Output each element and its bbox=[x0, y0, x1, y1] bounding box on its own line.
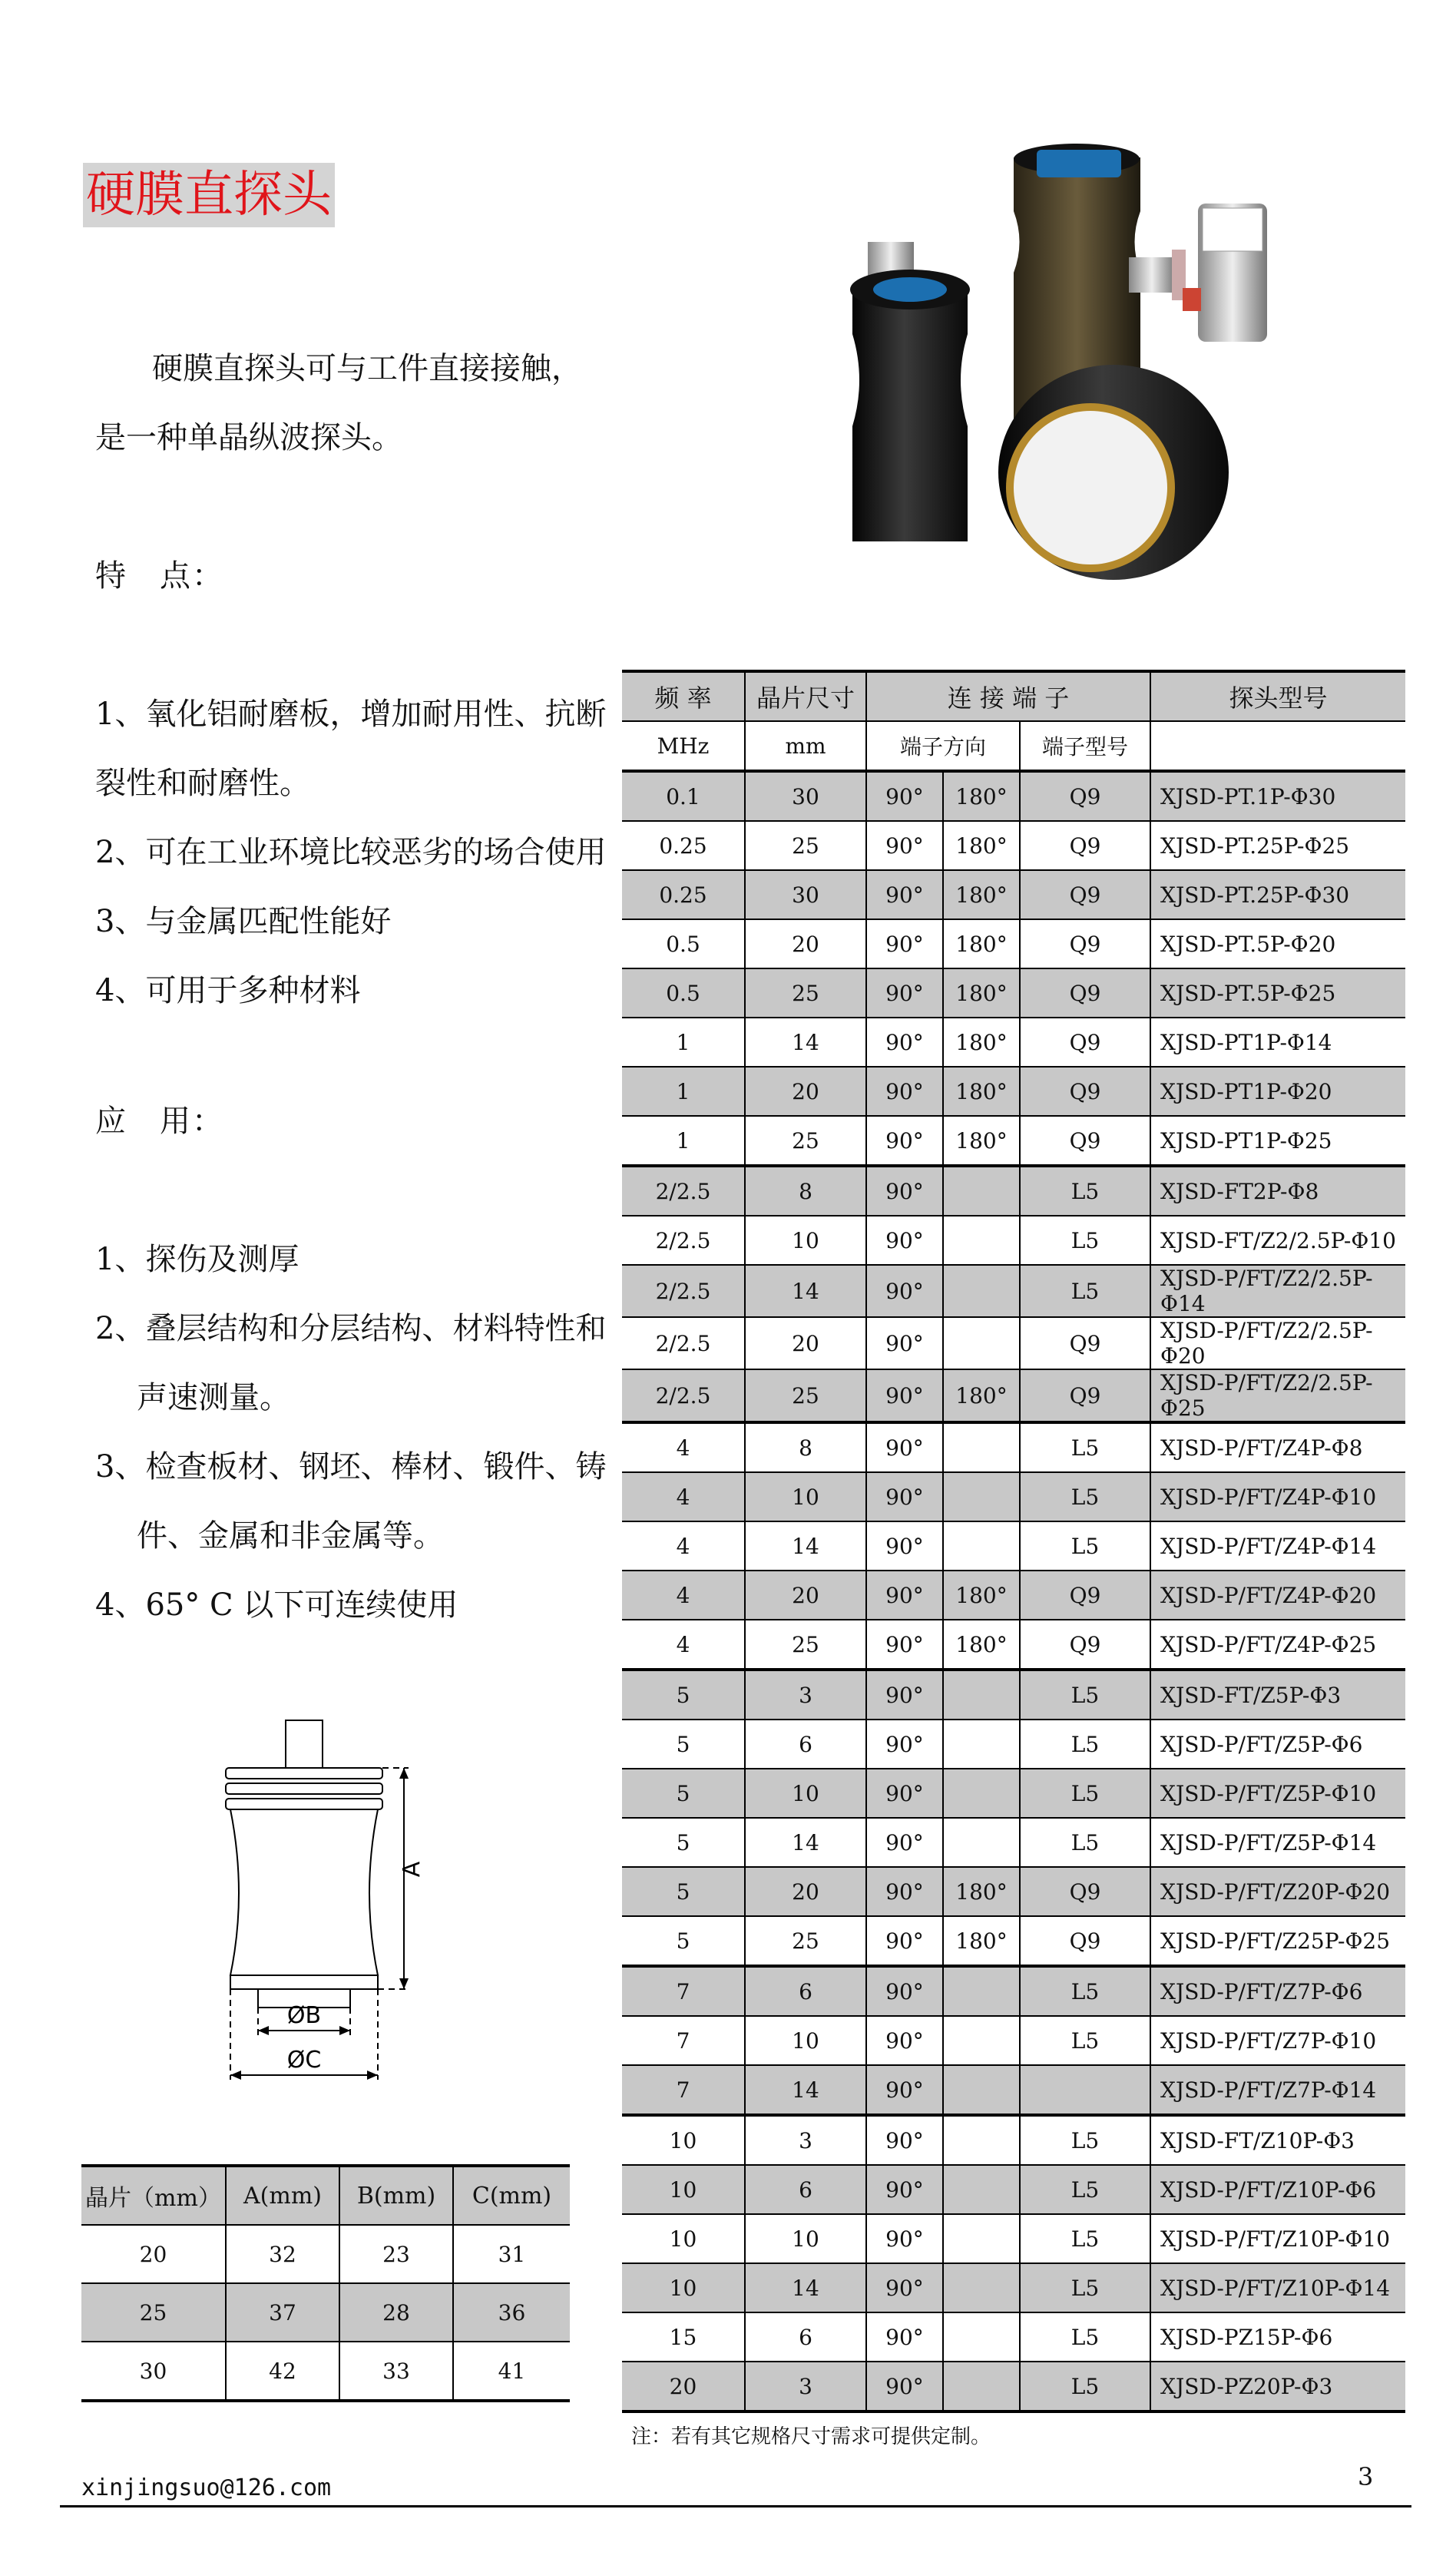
spec-cell-direction-90: 90° bbox=[866, 1472, 943, 1521]
spec-cell-direction-90: 90° bbox=[866, 1521, 943, 1571]
application-item: 3、检查板材、钢坯、棒材、锻件、铸 bbox=[95, 1449, 607, 1485]
header-crystal-size: 晶片尺寸 bbox=[745, 671, 866, 721]
table-row bbox=[622, 1067, 1405, 1116]
spec-cell-crystal-size: 14 bbox=[745, 1018, 866, 1067]
spec-cell-direction-90: 90° bbox=[866, 1620, 943, 1670]
spec-cell-direction-180 bbox=[943, 1265, 1020, 1317]
table-row bbox=[622, 1018, 1405, 1067]
spec-cell-crystal-size: 25 bbox=[745, 1620, 866, 1670]
unit-frequency: MHz bbox=[622, 721, 745, 771]
table-row bbox=[81, 2283, 570, 2342]
feature-item: 3、与金属匹配性能好 bbox=[95, 904, 392, 939]
table-row bbox=[622, 2312, 1405, 2362]
spec-cell-crystal-size: 14 bbox=[745, 1265, 866, 1317]
spec-cell-crystal-size: 14 bbox=[745, 1818, 866, 1867]
spec-cell-connector-type: L5 bbox=[1020, 1670, 1150, 1720]
spec-cell-direction-180 bbox=[943, 2115, 1020, 2165]
spec-cell-direction-180 bbox=[943, 1472, 1020, 1521]
spec-cell-direction-90: 90° bbox=[866, 2362, 943, 2411]
spec-cell-model: XJSD-FT/Z5P-Φ3 bbox=[1150, 1670, 1405, 1720]
table-row bbox=[622, 1769, 1405, 1818]
spec-cell-direction-90: 90° bbox=[866, 2065, 943, 2115]
spec-cell-model: XJSD-FT/Z2/2.5P-Φ10 bbox=[1150, 1216, 1405, 1265]
table-row bbox=[622, 771, 1405, 821]
spec-cell-model: XJSD-PT1P-Φ14 bbox=[1150, 1018, 1405, 1067]
spec-cell-connector-type: Q9 bbox=[1020, 1571, 1150, 1620]
spec-cell-crystal-size: 30 bbox=[745, 771, 866, 821]
spec-cell-frequency: 20 bbox=[622, 2362, 745, 2411]
spec-cell-direction-90: 90° bbox=[866, 2165, 943, 2214]
spec-cell-direction-90: 90° bbox=[866, 1422, 943, 1472]
table-row bbox=[622, 1116, 1405, 1166]
dims-header-crystal: 晶片（mm） bbox=[81, 2166, 226, 2225]
spec-cell-crystal-size: 14 bbox=[745, 2263, 866, 2312]
spec-cell-frequency: 4 bbox=[622, 1571, 745, 1620]
spec-cell-frequency: 7 bbox=[622, 1966, 745, 2016]
spec-cell-model: XJSD-PT.25P-Φ25 bbox=[1150, 821, 1405, 870]
applications-heading: 应 用： bbox=[95, 1104, 224, 1139]
feature-item: 裂性和耐磨性。 bbox=[95, 766, 310, 801]
spec-table-header-row bbox=[622, 671, 1405, 721]
dims-cell: 23 bbox=[339, 2225, 453, 2283]
spec-cell-direction-180: 180° bbox=[943, 821, 1020, 870]
spec-cell-model: XJSD-P/FT/Z4P-Φ8 bbox=[1150, 1422, 1405, 1472]
spec-cell-model: XJSD-P/FT/Z2/2.5P-Φ14 bbox=[1150, 1265, 1405, 1317]
spec-cell-frequency: 2/2.5 bbox=[622, 1216, 745, 1265]
spec-cell-connector-type: L5 bbox=[1020, 2214, 1150, 2263]
spec-cell-direction-90: 90° bbox=[866, 2263, 943, 2312]
table-row bbox=[622, 1620, 1405, 1670]
spec-cell-direction-180 bbox=[943, 1966, 1020, 2016]
spec-cell-connector-type: L5 bbox=[1020, 1521, 1150, 1571]
spec-cell-direction-180 bbox=[943, 1521, 1020, 1571]
spec-cell-crystal-size: 10 bbox=[745, 1769, 866, 1818]
spec-cell-crystal-size: 20 bbox=[745, 1317, 866, 1369]
spec-cell-direction-90: 90° bbox=[866, 1265, 943, 1317]
spec-cell-frequency: 1 bbox=[622, 1067, 745, 1116]
dims-cell: 25 bbox=[81, 2283, 226, 2342]
spec-cell-direction-90: 90° bbox=[866, 2214, 943, 2263]
spec-cell-direction-180 bbox=[943, 2016, 1020, 2065]
spec-cell-direction-180: 180° bbox=[943, 1369, 1020, 1422]
table-row bbox=[622, 1265, 1405, 1317]
table-row bbox=[622, 1916, 1405, 1966]
table-row bbox=[622, 1571, 1405, 1620]
table-row bbox=[622, 821, 1405, 870]
spec-cell-crystal-size: 14 bbox=[745, 2065, 866, 2115]
spec-cell-direction-90: 90° bbox=[866, 771, 943, 821]
spec-cell-direction-180: 180° bbox=[943, 1867, 1020, 1916]
dims-cell: 31 bbox=[453, 2225, 570, 2283]
spec-cell-direction-180 bbox=[943, 2165, 1020, 2214]
spec-cell-crystal-size: 25 bbox=[745, 1369, 866, 1422]
spec-cell-connector-type: Q9 bbox=[1020, 1369, 1150, 1422]
spec-cell-direction-180: 180° bbox=[943, 1116, 1020, 1166]
subheader-model-empty bbox=[1150, 721, 1405, 771]
spec-cell-direction-180: 180° bbox=[943, 968, 1020, 1018]
spec-cell-model: XJSD-PT1P-Φ25 bbox=[1150, 1116, 1405, 1166]
table-row bbox=[622, 2165, 1405, 2214]
table-row bbox=[622, 2263, 1405, 2312]
spec-cell-frequency: 7 bbox=[622, 2065, 745, 2115]
spec-cell-connector-type: Q9 bbox=[1020, 1317, 1150, 1369]
spec-cell-frequency: 0.25 bbox=[622, 821, 745, 870]
dims-cell: 20 bbox=[81, 2225, 226, 2283]
spec-cell-model: XJSD-P/FT/Z25P-Φ25 bbox=[1150, 1916, 1405, 1966]
spec-cell-crystal-size: 10 bbox=[745, 1216, 866, 1265]
dims-cell: 41 bbox=[453, 2342, 570, 2401]
spec-cell-direction-90: 90° bbox=[866, 1670, 943, 1720]
spec-cell-frequency: 7 bbox=[622, 2016, 745, 2065]
spec-cell-crystal-size: 25 bbox=[745, 1116, 866, 1166]
spec-cell-direction-90: 90° bbox=[866, 1867, 943, 1916]
dimensions-header-row bbox=[81, 2166, 570, 2225]
spec-cell-connector-type: L5 bbox=[1020, 1422, 1150, 1472]
spec-cell-model: XJSD-P/FT/Z2/2.5P-Φ20 bbox=[1150, 1317, 1405, 1369]
spec-cell-frequency: 4 bbox=[622, 1422, 745, 1472]
spec-cell-model: XJSD-P/FT/Z4P-Φ14 bbox=[1150, 1521, 1405, 1571]
table-row bbox=[622, 1521, 1405, 1571]
table-row bbox=[622, 1670, 1405, 1720]
spec-cell-crystal-size: 14 bbox=[745, 1521, 866, 1571]
spec-cell-model: XJSD-P/FT/Z5P-Φ6 bbox=[1150, 1720, 1405, 1769]
spec-cell-model: XJSD-P/FT/Z10P-Φ6 bbox=[1150, 2165, 1405, 2214]
spec-cell-connector-type: Q9 bbox=[1020, 1067, 1150, 1116]
dimension-label-c: ØC bbox=[286, 2047, 322, 2074]
spec-cell-frequency: 4 bbox=[622, 1472, 745, 1521]
page-title: 硬膜直探头 bbox=[83, 163, 335, 227]
spec-cell-direction-90: 90° bbox=[866, 1369, 943, 1422]
dims-cell: 28 bbox=[339, 2283, 453, 2342]
dims-cell: 36 bbox=[453, 2283, 570, 2342]
subheader-direction: 端子方向 bbox=[866, 721, 1020, 771]
footer-divider bbox=[60, 2505, 1411, 2507]
spec-cell-direction-180 bbox=[943, 2214, 1020, 2263]
spec-cell-frequency: 15 bbox=[622, 2312, 745, 2362]
table-row bbox=[622, 1867, 1405, 1916]
spec-cell-connector-type: L5 bbox=[1020, 2115, 1150, 2165]
spec-cell-frequency: 0.5 bbox=[622, 968, 745, 1018]
spec-cell-direction-90: 90° bbox=[866, 968, 943, 1018]
dimensions-table bbox=[81, 2164, 570, 2402]
spec-cell-direction-180 bbox=[943, 1216, 1020, 1265]
spec-cell-connector-type: L5 bbox=[1020, 1216, 1150, 1265]
spec-cell-crystal-size: 6 bbox=[745, 2165, 866, 2214]
spec-cell-crystal-size: 8 bbox=[745, 1422, 866, 1472]
table-row bbox=[622, 1166, 1405, 1216]
header-connector: 连 接 端 子 bbox=[866, 671, 1150, 721]
spec-cell-model: XJSD-P/FT/Z4P-Φ20 bbox=[1150, 1571, 1405, 1620]
spec-cell-model: XJSD-FT/Z10P-Φ3 bbox=[1150, 2115, 1405, 2165]
spec-cell-model: XJSD-PT.25P-Φ30 bbox=[1150, 870, 1405, 919]
spec-cell-frequency: 5 bbox=[622, 1769, 745, 1818]
spec-cell-frequency: 10 bbox=[622, 2214, 745, 2263]
spec-cell-model: XJSD-P/FT/Z5P-Φ14 bbox=[1150, 1818, 1405, 1867]
spec-cell-frequency: 5 bbox=[622, 1720, 745, 1769]
spec-cell-connector-type: Q9 bbox=[1020, 968, 1150, 1018]
page-number: 3 bbox=[1358, 2462, 1374, 2491]
table-row bbox=[622, 1422, 1405, 1472]
spec-cell-connector-type: L5 bbox=[1020, 2016, 1150, 2065]
spec-cell-direction-90: 90° bbox=[866, 1818, 943, 1867]
application-item: 1、探伤及测厚 bbox=[95, 1242, 299, 1277]
spec-cell-crystal-size: 10 bbox=[745, 2016, 866, 2065]
dims-cell: 37 bbox=[226, 2283, 339, 2342]
spec-cell-model: XJSD-PT1P-Φ20 bbox=[1150, 1067, 1405, 1116]
spec-cell-model: XJSD-P/FT/Z20P-Φ20 bbox=[1150, 1867, 1405, 1916]
header-model: 探头型号 bbox=[1150, 671, 1405, 721]
spec-cell-direction-180: 180° bbox=[943, 771, 1020, 821]
spec-table bbox=[622, 670, 1405, 2413]
table-row bbox=[622, 919, 1405, 968]
spec-cell-frequency: 0.1 bbox=[622, 771, 745, 821]
spec-cell-model: XJSD-PT.1P-Φ30 bbox=[1150, 771, 1405, 821]
table-row bbox=[622, 1966, 1405, 2016]
spec-cell-direction-90: 90° bbox=[866, 1317, 943, 1369]
table-row bbox=[81, 2225, 570, 2283]
table-row bbox=[622, 1818, 1405, 1867]
spec-cell-direction-90: 90° bbox=[866, 1966, 943, 2016]
spec-cell-direction-90: 90° bbox=[866, 2016, 943, 2065]
spec-cell-model: XJSD-P/FT/Z10P-Φ10 bbox=[1150, 2214, 1405, 2263]
spec-cell-connector-type bbox=[1020, 2065, 1150, 2115]
spec-cell-connector-type: Q9 bbox=[1020, 1018, 1150, 1067]
spec-cell-direction-180 bbox=[943, 1720, 1020, 1769]
spec-cell-frequency: 2/2.5 bbox=[622, 1317, 745, 1369]
spec-cell-model: XJSD-P/FT/Z7P-Φ14 bbox=[1150, 2065, 1405, 2115]
spec-cell-model: XJSD-P/FT/Z4P-Φ10 bbox=[1150, 1472, 1405, 1521]
spec-cell-frequency: 1 bbox=[622, 1116, 745, 1166]
probe-dimension-drawing bbox=[207, 1713, 468, 2112]
spec-cell-frequency: 5 bbox=[622, 1916, 745, 1966]
table-row bbox=[622, 1216, 1405, 1265]
spec-cell-direction-90: 90° bbox=[866, 1571, 943, 1620]
spec-cell-model: XJSD-PT.5P-Φ25 bbox=[1150, 968, 1405, 1018]
intro-line: 硬膜直探头可与工件直接接触， bbox=[152, 351, 582, 386]
spec-cell-direction-180 bbox=[943, 2312, 1020, 2362]
spec-cell-crystal-size: 20 bbox=[745, 1067, 866, 1116]
spec-cell-model: XJSD-P/FT/Z5P-Φ10 bbox=[1150, 1769, 1405, 1818]
spec-cell-direction-90: 90° bbox=[866, 1720, 943, 1769]
spec-cell-crystal-size: 6 bbox=[745, 1720, 866, 1769]
spec-cell-connector-type: Q9 bbox=[1020, 870, 1150, 919]
spec-cell-direction-180: 180° bbox=[943, 1620, 1020, 1670]
spec-cell-frequency: 2/2.5 bbox=[622, 1369, 745, 1422]
dims-cell: 42 bbox=[226, 2342, 339, 2401]
spec-cell-frequency: 10 bbox=[622, 2263, 745, 2312]
spec-cell-direction-90: 90° bbox=[866, 2312, 943, 2362]
spec-cell-crystal-size: 3 bbox=[745, 2115, 866, 2165]
table-row bbox=[81, 2342, 570, 2401]
table-row bbox=[622, 2214, 1405, 2263]
spec-cell-frequency: 5 bbox=[622, 1867, 745, 1916]
table-row bbox=[622, 2065, 1405, 2115]
spec-cell-model: XJSD-PT.5P-Φ20 bbox=[1150, 919, 1405, 968]
spec-cell-direction-180: 180° bbox=[943, 1018, 1020, 1067]
spec-cell-connector-type: L5 bbox=[1020, 2263, 1150, 2312]
spec-cell-direction-180: 180° bbox=[943, 1916, 1020, 1966]
spec-cell-connector-type: L5 bbox=[1020, 2312, 1150, 2362]
header-frequency: 频 率 bbox=[622, 671, 745, 721]
table-note: 注：若有其它规格尺寸需求可提供定制。 bbox=[631, 2425, 991, 2448]
table-row bbox=[622, 1369, 1405, 1422]
spec-cell-direction-90: 90° bbox=[866, 1769, 943, 1818]
spec-cell-direction-180 bbox=[943, 1769, 1020, 1818]
spec-cell-model: XJSD-P/FT/Z2/2.5P-Φ25 bbox=[1150, 1369, 1405, 1422]
spec-cell-crystal-size: 10 bbox=[745, 2214, 866, 2263]
spec-cell-direction-180: 180° bbox=[943, 870, 1020, 919]
table-row bbox=[622, 2362, 1405, 2411]
spec-cell-direction-180: 180° bbox=[943, 1067, 1020, 1116]
table-row bbox=[622, 1720, 1405, 1769]
subheader-connector-type: 端子型号 bbox=[1020, 721, 1150, 771]
spec-cell-crystal-size: 30 bbox=[745, 870, 866, 919]
spec-cell-connector-type: Q9 bbox=[1020, 771, 1150, 821]
spec-cell-frequency: 0.25 bbox=[622, 870, 745, 919]
spec-cell-crystal-size: 20 bbox=[745, 1571, 866, 1620]
spec-cell-model: XJSD-P/FT/Z7P-Φ10 bbox=[1150, 2016, 1405, 2065]
table-row bbox=[622, 968, 1405, 1018]
spec-cell-frequency: 1 bbox=[622, 1018, 745, 1067]
dims-header-c: C(mm) bbox=[453, 2166, 570, 2225]
spec-cell-connector-type: Q9 bbox=[1020, 1867, 1150, 1916]
spec-cell-crystal-size: 8 bbox=[745, 1166, 866, 1216]
spec-cell-direction-180 bbox=[943, 2065, 1020, 2115]
spec-cell-connector-type: L5 bbox=[1020, 1818, 1150, 1867]
dims-header-a: A(mm) bbox=[226, 2166, 339, 2225]
dims-header-b: B(mm) bbox=[339, 2166, 453, 2225]
spec-cell-model: XJSD-PZ15P-Φ6 bbox=[1150, 2312, 1405, 2362]
spec-cell-crystal-size: 20 bbox=[745, 1867, 866, 1916]
spec-cell-direction-90: 90° bbox=[866, 1216, 943, 1265]
table-row bbox=[622, 2016, 1405, 2065]
spec-cell-connector-type: L5 bbox=[1020, 2362, 1150, 2411]
feature-item: 4、可用于多种材料 bbox=[95, 973, 361, 1008]
spec-cell-connector-type: Q9 bbox=[1020, 919, 1150, 968]
table-row bbox=[622, 1317, 1405, 1369]
spec-cell-model: XJSD-PZ20P-Φ3 bbox=[1150, 2362, 1405, 2411]
application-item: 件、金属和非金属等。 bbox=[137, 1518, 444, 1554]
spec-cell-connector-type: L5 bbox=[1020, 1966, 1150, 2016]
spec-cell-connector-type: L5 bbox=[1020, 2165, 1150, 2214]
spec-cell-direction-180 bbox=[943, 1317, 1020, 1369]
spec-cell-direction-90: 90° bbox=[866, 2115, 943, 2165]
spec-cell-model: XJSD-P/FT/Z4P-Φ25 bbox=[1150, 1620, 1405, 1670]
spec-cell-crystal-size: 3 bbox=[745, 2362, 866, 2411]
spec-cell-model: XJSD-P/FT/Z7P-Φ6 bbox=[1150, 1966, 1405, 2016]
spec-cell-direction-180: 180° bbox=[943, 1571, 1020, 1620]
feature-item: 2、可在工业环境比较恶劣的场合使用 bbox=[95, 835, 607, 870]
spec-cell-frequency: 2/2.5 bbox=[622, 1265, 745, 1317]
spec-cell-connector-type: L5 bbox=[1020, 1265, 1150, 1317]
spec-cell-direction-90: 90° bbox=[866, 1916, 943, 1966]
spec-cell-crystal-size: 25 bbox=[745, 821, 866, 870]
spec-cell-frequency: 5 bbox=[622, 1818, 745, 1867]
spec-cell-frequency: 4 bbox=[622, 1620, 745, 1670]
spec-cell-crystal-size: 6 bbox=[745, 1966, 866, 2016]
spec-cell-direction-90: 90° bbox=[866, 1067, 943, 1116]
intro-line: 是一种单晶纵波探头。 bbox=[95, 420, 402, 455]
dims-cell: 33 bbox=[339, 2342, 453, 2401]
application-item: 2、叠层结构和分层结构、材料特性和 bbox=[95, 1311, 607, 1346]
spec-cell-direction-180 bbox=[943, 1166, 1020, 1216]
spec-cell-connector-type: Q9 bbox=[1020, 1116, 1150, 1166]
spec-cell-direction-90: 90° bbox=[866, 1166, 943, 1216]
spec-cell-crystal-size: 25 bbox=[745, 1916, 866, 1966]
dims-cell: 32 bbox=[226, 2225, 339, 2283]
spec-cell-direction-180: 180° bbox=[943, 919, 1020, 968]
spec-cell-connector-type: Q9 bbox=[1020, 821, 1150, 870]
spec-cell-direction-180 bbox=[943, 1818, 1020, 1867]
spec-cell-direction-90: 90° bbox=[866, 1018, 943, 1067]
footer-email: xinjingsuo@126.com bbox=[81, 2474, 332, 2501]
spec-cell-frequency: 0.5 bbox=[622, 919, 745, 968]
spec-cell-frequency: 10 bbox=[622, 2115, 745, 2165]
spec-cell-connector-type: Q9 bbox=[1020, 1620, 1150, 1670]
features-heading: 特 点： bbox=[95, 558, 224, 594]
product-photo bbox=[837, 142, 1282, 588]
spec-cell-crystal-size: 6 bbox=[745, 2312, 866, 2362]
spec-cell-connector-type: L5 bbox=[1020, 1166, 1150, 1216]
spec-table-subheader-row bbox=[622, 721, 1405, 771]
spec-cell-frequency: 2/2.5 bbox=[622, 1166, 745, 1216]
dimension-label-b: ØB bbox=[286, 2002, 322, 2029]
application-item: 声速测量。 bbox=[137, 1380, 290, 1415]
spec-cell-frequency: 10 bbox=[622, 2165, 745, 2214]
spec-cell-direction-180 bbox=[943, 2263, 1020, 2312]
spec-cell-connector-type: Q9 bbox=[1020, 1916, 1150, 1966]
spec-cell-crystal-size: 25 bbox=[745, 968, 866, 1018]
table-row bbox=[622, 2115, 1405, 2165]
spec-cell-direction-180 bbox=[943, 2362, 1020, 2411]
dimension-label-a: A bbox=[399, 1861, 425, 1878]
spec-cell-direction-90: 90° bbox=[866, 919, 943, 968]
table-row bbox=[622, 1472, 1405, 1521]
spec-cell-model: XJSD-P/FT/Z10P-Φ14 bbox=[1150, 2263, 1405, 2312]
spec-cell-direction-90: 90° bbox=[866, 870, 943, 919]
spec-cell-frequency: 5 bbox=[622, 1670, 745, 1720]
spec-cell-connector-type: L5 bbox=[1020, 1720, 1150, 1769]
feature-item: 1、氧化铝耐磨板，增加耐用性、抗断 bbox=[95, 697, 607, 732]
application-item: 4、65° C 以下可连续使用 bbox=[95, 1587, 458, 1623]
spec-cell-direction-180 bbox=[943, 1422, 1020, 1472]
spec-cell-crystal-size: 10 bbox=[745, 1472, 866, 1521]
spec-cell-direction-90: 90° bbox=[866, 821, 943, 870]
spec-cell-connector-type: L5 bbox=[1020, 1472, 1150, 1521]
unit-crystal: mm bbox=[745, 721, 866, 771]
dims-cell: 30 bbox=[81, 2342, 226, 2401]
spec-cell-direction-180 bbox=[943, 1670, 1020, 1720]
table-row bbox=[622, 870, 1405, 919]
spec-cell-connector-type: L5 bbox=[1020, 1769, 1150, 1818]
spec-cell-direction-90: 90° bbox=[866, 1116, 943, 1166]
spec-cell-crystal-size: 20 bbox=[745, 919, 866, 968]
spec-cell-model: XJSD-FT2P-Φ8 bbox=[1150, 1166, 1405, 1216]
spec-cell-frequency: 4 bbox=[622, 1521, 745, 1571]
spec-cell-crystal-size: 3 bbox=[745, 1670, 866, 1720]
